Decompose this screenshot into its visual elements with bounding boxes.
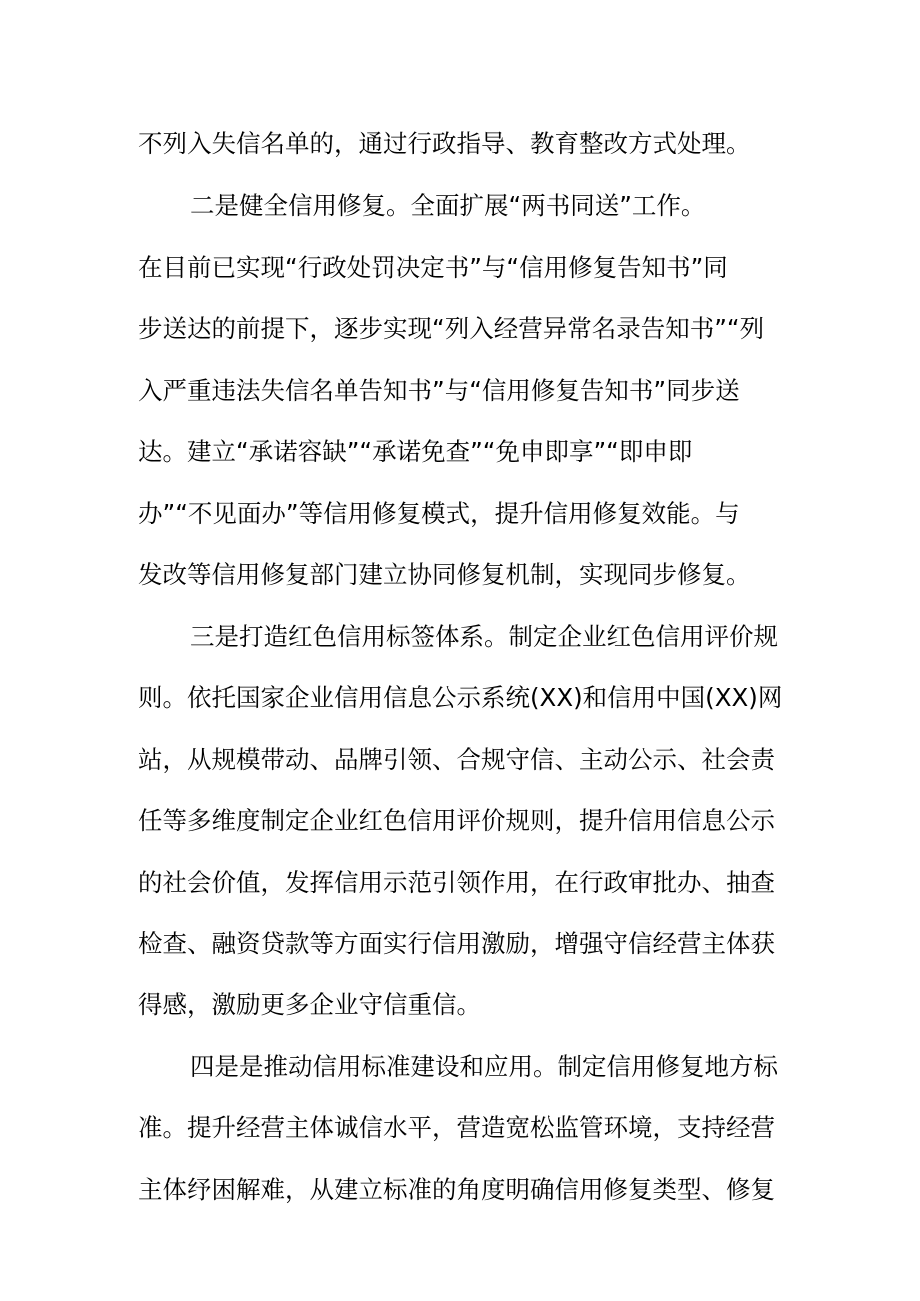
text-line-1: 不列入失信名单的，通过行政指导、教育整改方式处理。	[138, 129, 751, 158]
text-line-11: 站，从规模带动、品牌引领、合规守信、主动公示、社会责	[138, 745, 775, 774]
text-line-14: 检查、融资贷款等方面实行信用激励，增强守信经营主体获	[138, 929, 775, 958]
text-line-8: 发改等信用修复部门建立协同修复机制，实现同步修复。	[138, 560, 751, 589]
paragraph-2-first-line: 二是健全信用修复。全面扩展“两书同送”工作。	[190, 191, 706, 220]
text-line-13: 的社会价值，发挥信用示范引领作用，在行政审批办、抽查	[138, 868, 775, 897]
text-line-12: 任等多维度制定企业红色信用评价规则，提升信用信息公示	[138, 806, 775, 835]
text-line-4: 步送达的前提下，逐步实现“列入经营异常名录告知书”“列	[138, 314, 765, 343]
text-line-15: 得感，激励更多企业守信重信。	[138, 990, 481, 1019]
paragraph-3-first-line: 三是打造红色信用标签体系。制定企业红色信用评价规	[190, 622, 778, 651]
text-line-5: 入严重违法失信名单告知书”与“信用修复告知书”同步送	[138, 376, 740, 405]
text-line-17: 准。提升经营主体诚信水平，营造宽松监管环境，支持经营	[138, 1113, 775, 1142]
text-line-3: 在目前已实现“行政处罚决定书”与“信用修复告知书”同	[138, 253, 728, 282]
paragraph-4-first-line: 四是是推动信用标准建设和应用。制定信用修复地方标	[190, 1052, 778, 1081]
text-line-7: 办”“不见面办”等信用修复模式，提升信用修复效能。与	[138, 499, 740, 528]
text-line-6: 达。建立“承诺容缺”“承诺免查”“免申即享”“即申即	[138, 437, 693, 466]
text-line-10: 则。依托国家企业信用信息公示系统(XX)和信用中国(XX)网	[138, 683, 783, 712]
text-line-18: 主体纾困解难，从建立标准的角度明确信用修复类型、修复	[138, 1175, 775, 1204]
